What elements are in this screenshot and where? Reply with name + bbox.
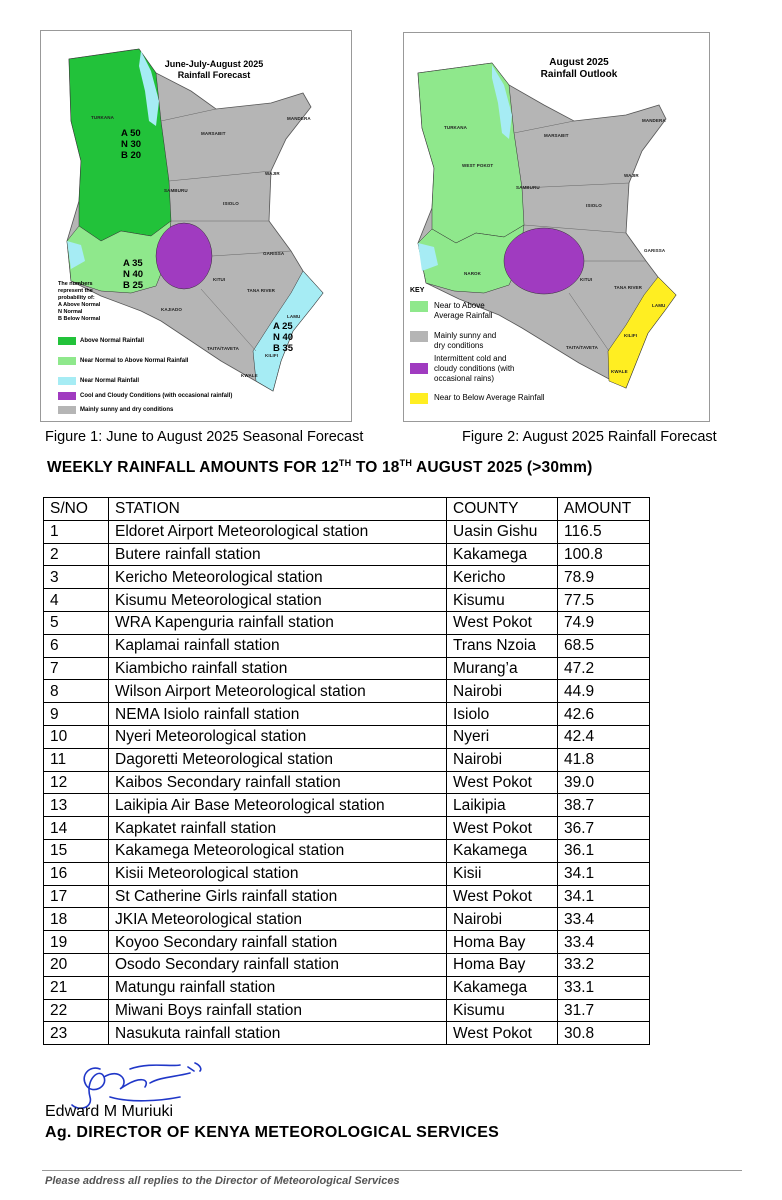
table-cell: 3	[44, 566, 109, 589]
prob-below: B 20	[121, 150, 142, 161]
place-label: ISIOLO	[223, 201, 239, 206]
table-cell: 18	[44, 908, 109, 931]
legend-row-dry	[58, 406, 173, 414]
table-header-cell: COUNTY	[447, 498, 558, 521]
key-label-line: cloudy conditions (with	[434, 364, 515, 373]
prob-above: A 35	[123, 258, 143, 269]
key-label-line: Average Rainfall	[434, 311, 493, 320]
legend-row-cool	[58, 392, 232, 400]
legend-label: Near Normal to Above Normal Rainfall	[80, 358, 189, 364]
table-cell: Kakamega Meteorological station	[109, 839, 447, 862]
legend-label: Above Normal Rainfall	[80, 338, 145, 344]
table-cell: Miwani Boys rainfall station	[109, 999, 447, 1022]
place-label: KITUI	[580, 277, 593, 282]
place-label: WAJIR	[265, 171, 280, 176]
rainfall-table-body	[44, 498, 650, 1045]
table-cell: 23	[44, 1022, 109, 1045]
key-swatch	[410, 363, 428, 374]
heading-part: WEEKLY RAINFALL AMOUNTS FOR 12	[47, 459, 339, 477]
place-label: TANA RIVER	[247, 288, 275, 293]
legend-swatch	[58, 337, 76, 345]
place-label: KILIFI	[265, 353, 279, 358]
heading-part: TO 18	[351, 459, 400, 477]
table-cell: Nasukuta rainfall station	[109, 1022, 447, 1045]
table-row	[44, 999, 650, 1022]
table-cell: Trans Nzoia	[447, 634, 558, 657]
place-label: MARSABIT	[201, 131, 226, 136]
table-cell: 15	[44, 839, 109, 862]
table-cell: 33.4	[558, 931, 650, 954]
rainfall-table	[43, 497, 650, 1045]
prob-note-line: probability of:	[58, 295, 95, 301]
table-cell: 5	[44, 611, 109, 634]
figure2-title-line1: August 2025	[549, 57, 609, 68]
table-row	[44, 1022, 650, 1045]
table-cell: Isiolo	[447, 703, 558, 726]
table-cell: Kisumu	[447, 589, 558, 612]
table-cell: 2	[44, 543, 109, 566]
table-row	[44, 817, 650, 840]
table-row	[44, 839, 650, 862]
table-cell: 19	[44, 931, 109, 954]
place-label: TAITA/TAVETA	[207, 346, 240, 351]
place-label: KITUI	[213, 277, 226, 282]
table-cell: West Pokot	[447, 817, 558, 840]
table-cell: Kaibos Secondary rainfall station	[109, 771, 447, 794]
table-cell: Homa Bay	[447, 953, 558, 976]
legend-row-near	[58, 377, 139, 385]
table-cell: Homa Bay	[447, 931, 558, 954]
table-row	[44, 908, 650, 931]
place-label: MANDERA	[287, 116, 311, 121]
key-label-line: Mainly sunny and	[434, 331, 497, 340]
table-row	[44, 566, 650, 589]
key-label	[434, 301, 554, 321]
key-label	[434, 331, 554, 351]
place-label: GARISSA	[263, 251, 285, 256]
table-cell: 74.9	[558, 611, 650, 634]
table-cell: Kapkatet rainfall station	[109, 817, 447, 840]
prob-north-west	[121, 128, 141, 161]
prob-normal: N 30	[121, 139, 142, 150]
table-row	[44, 589, 650, 612]
table-header-cell: AMOUNT	[558, 498, 650, 521]
table-cell: 100.8	[558, 543, 650, 566]
table-cell: 33.1	[558, 976, 650, 999]
table-cell: Kakamega	[447, 839, 558, 862]
table-cell: Wilson Airport Meteorological station	[109, 680, 447, 703]
table-cell: Laikipia	[447, 794, 558, 817]
table-cell: Koyoo Secondary rainfall station	[109, 931, 447, 954]
table-row	[44, 794, 650, 817]
figure2-title-line2: Rainfall Outlook	[540, 69, 618, 80]
table-cell: 42.6	[558, 703, 650, 726]
table-row	[44, 885, 650, 908]
place-label: LAMU	[287, 314, 301, 319]
table-cell: 22	[44, 999, 109, 1022]
legend-swatch	[58, 406, 76, 414]
key-swatch	[410, 393, 428, 404]
table-cell: 16	[44, 862, 109, 885]
table-cell: Butere rainfall station	[109, 543, 447, 566]
table-cell: Murang’a	[447, 657, 558, 680]
table-cell: 14	[44, 817, 109, 840]
footer-divider	[42, 1170, 742, 1171]
table-row	[44, 953, 650, 976]
legend-label: Mainly sunny and dry conditions	[80, 407, 174, 413]
place-label: GARISSA	[644, 248, 666, 253]
table-row	[44, 611, 650, 634]
table-cell: St Catherine Girls rainfall station	[109, 885, 447, 908]
table-cell: Kericho Meteorological station	[109, 566, 447, 589]
table-cell: 116.5	[558, 520, 650, 543]
table-cell: Kisii Meteorological station	[109, 862, 447, 885]
place-label: KWALE	[611, 369, 628, 374]
table-cell: Kisumu	[447, 999, 558, 1022]
figure1-title-line2: Rainfall Forecast	[177, 70, 251, 80]
key-label	[434, 354, 564, 384]
table-row	[44, 657, 650, 680]
key-title: KEY	[410, 287, 425, 294]
table-cell: West Pokot	[447, 1022, 558, 1045]
table-cell: 30.8	[558, 1022, 650, 1045]
legend-label: Near Normal Rainfall	[80, 378, 140, 384]
table-cell: Nairobi	[447, 680, 558, 703]
table-cell: WRA Kapenguria rainfall station	[109, 611, 447, 634]
key-label-line: occasional rains)	[434, 374, 495, 383]
table-cell: 1	[44, 520, 109, 543]
figure1-map	[40, 30, 352, 422]
table-cell: Kakamega	[447, 976, 558, 999]
key-label-line: dry conditions	[434, 341, 484, 350]
table-cell: 36.7	[558, 817, 650, 840]
table-cell: Kisumu Meteorological station	[109, 589, 447, 612]
table-cell: 9	[44, 703, 109, 726]
place-label: KWALE	[241, 373, 258, 378]
place-label: WAJIR	[624, 173, 639, 178]
place-label: SAMBURU	[164, 188, 188, 193]
table-cell: 34.1	[558, 862, 650, 885]
place-label: TAITA/TAVETA	[566, 345, 599, 350]
table-cell: 13	[44, 794, 109, 817]
table-cell: 33.2	[558, 953, 650, 976]
table-cell: Matungu rainfall station	[109, 976, 447, 999]
prob-note-line: N Normal	[58, 309, 83, 315]
table-row	[44, 725, 650, 748]
table-cell: 39.0	[558, 771, 650, 794]
table-cell: West Pokot	[447, 885, 558, 908]
legend-row-near-above	[58, 357, 188, 365]
place-label: MARSABIT	[544, 133, 569, 138]
table-cell: 42.4	[558, 725, 650, 748]
table-cell: Kericho	[447, 566, 558, 589]
table-cell: 38.7	[558, 794, 650, 817]
prob-note-line: The numbers	[58, 281, 93, 287]
figure2-title	[524, 57, 634, 81]
table-cell: 10	[44, 725, 109, 748]
prob-note-line: B Below Normal	[58, 316, 101, 322]
table-cell: 34.1	[558, 885, 650, 908]
table-cell: 17	[44, 885, 109, 908]
footer-note: Please address all replies to the Director of Meteorological Services	[45, 1175, 400, 1187]
prob-normal: N 40	[123, 269, 144, 280]
table-cell: 6	[44, 634, 109, 657]
heading-part: AUGUST 2025 (>30mm)	[412, 459, 593, 477]
table-cell: NEMA Isiolo rainfall station	[109, 703, 447, 726]
legend-label: Cool and Cloudy Conditions (with occasional rainfall)	[80, 393, 233, 399]
place-label: WEST POKOT	[462, 163, 494, 168]
table-cell: 78.9	[558, 566, 650, 589]
table-row	[44, 543, 650, 566]
heading-sup: TH	[338, 458, 352, 468]
place-label: LAMU	[652, 303, 666, 308]
prob-note-line: represent the	[58, 288, 93, 294]
table-row	[44, 634, 650, 657]
table-cell: 33.4	[558, 908, 650, 931]
prob-west	[123, 258, 143, 291]
table-cell: Nairobi	[447, 908, 558, 931]
table-cell: 21	[44, 976, 109, 999]
prob-coast	[273, 321, 293, 354]
table-heading	[47, 458, 593, 477]
table-cell: Eldoret Airport Meteorological station	[109, 520, 447, 543]
table-cell: 8	[44, 680, 109, 703]
table-cell: West Pokot	[447, 611, 558, 634]
signatory-name: Edward M Muriuki	[45, 1103, 174, 1120]
signatory-title: Ag. DIRECTOR OF KENYA METEOROLOGICAL SERVICES	[45, 1124, 500, 1141]
legend-swatch	[58, 377, 76, 385]
table-cell: 11	[44, 748, 109, 771]
table-row	[44, 862, 650, 885]
table-cell: West Pokot	[447, 771, 558, 794]
table-cell: Osodo Secondary rainfall station	[109, 953, 447, 976]
table-row	[44, 976, 650, 999]
table-cell: Kiambicho rainfall station	[109, 657, 447, 680]
prob-above: A 25	[273, 321, 293, 332]
table-cell: 12	[44, 771, 109, 794]
prob-note-line: A Above Normal	[58, 302, 101, 308]
table-cell: 77.5	[558, 589, 650, 612]
table-cell: 20	[44, 953, 109, 976]
table-row	[44, 680, 650, 703]
table-row	[44, 703, 650, 726]
legend-swatch	[58, 392, 76, 400]
table-row	[44, 771, 650, 794]
prob-below: B 35	[273, 343, 294, 354]
figure1-caption: Figure 1: June to August 2025 Seasonal Forecast	[45, 429, 364, 445]
place-label: NAROK	[464, 271, 481, 276]
table-header-cell: STATION	[109, 498, 447, 521]
key-label: Near to Below Average Rainfall	[434, 393, 545, 402]
table-cell: 7	[44, 657, 109, 680]
prob-below: B 25	[123, 280, 144, 291]
table-header-cell: S/NO	[44, 498, 109, 521]
table-cell: Uasin Gishu	[447, 520, 558, 543]
table-header-row	[44, 498, 650, 521]
table-cell: Nyeri Meteorological station	[109, 725, 447, 748]
table-cell: Nyeri	[447, 725, 558, 748]
table-row	[44, 520, 650, 543]
table-cell: JKIA Meteorological station	[109, 908, 447, 931]
legend-row-above	[58, 337, 144, 345]
table-cell: 47.2	[558, 657, 650, 680]
table-cell: Kakamega	[447, 543, 558, 566]
place-label: KILIFI	[624, 333, 638, 338]
key-label-line: Near to Above	[434, 301, 485, 310]
table-row	[44, 748, 650, 771]
table-cell: 68.5	[558, 634, 650, 657]
table-cell: 31.7	[558, 999, 650, 1022]
table-cell: Dagoretti Meteorological station	[109, 748, 447, 771]
place-label: KAJIADO	[161, 307, 182, 312]
legend-swatch	[58, 357, 76, 365]
key-swatch	[410, 301, 428, 312]
prob-note	[58, 281, 100, 323]
key-swatch	[410, 331, 428, 342]
table-cell: Nairobi	[447, 748, 558, 771]
figure1-title	[159, 59, 269, 81]
place-label: SAMBURU	[516, 185, 540, 190]
place-label: TURKANA	[91, 115, 114, 120]
place-label: TURKANA	[444, 125, 467, 130]
place-label: MANDERA	[642, 118, 666, 123]
place-label: ISIOLO	[586, 203, 602, 208]
heading-sup: TH	[399, 458, 413, 468]
table-cell: 4	[44, 589, 109, 612]
prob-above: A 50	[121, 128, 141, 139]
table-cell: Kisii	[447, 862, 558, 885]
table-row	[44, 931, 650, 954]
key-label-line: Intermittent cold and	[434, 354, 507, 363]
figure1-title-line1: June-July-August 2025	[164, 59, 264, 69]
table-cell: 36.1	[558, 839, 650, 862]
figure2-map	[403, 32, 710, 422]
table-cell: Laikipia Air Base Meteorological station	[109, 794, 447, 817]
figure2-caption: Figure 2: August 2025 Rainfall Forecast	[462, 429, 717, 445]
table-cell: 44.9	[558, 680, 650, 703]
table-cell: Kaplamai rainfall station	[109, 634, 447, 657]
prob-normal: N 40	[273, 332, 294, 343]
table-cell: 41.8	[558, 748, 650, 771]
place-label: TANA RIVER	[614, 285, 642, 290]
